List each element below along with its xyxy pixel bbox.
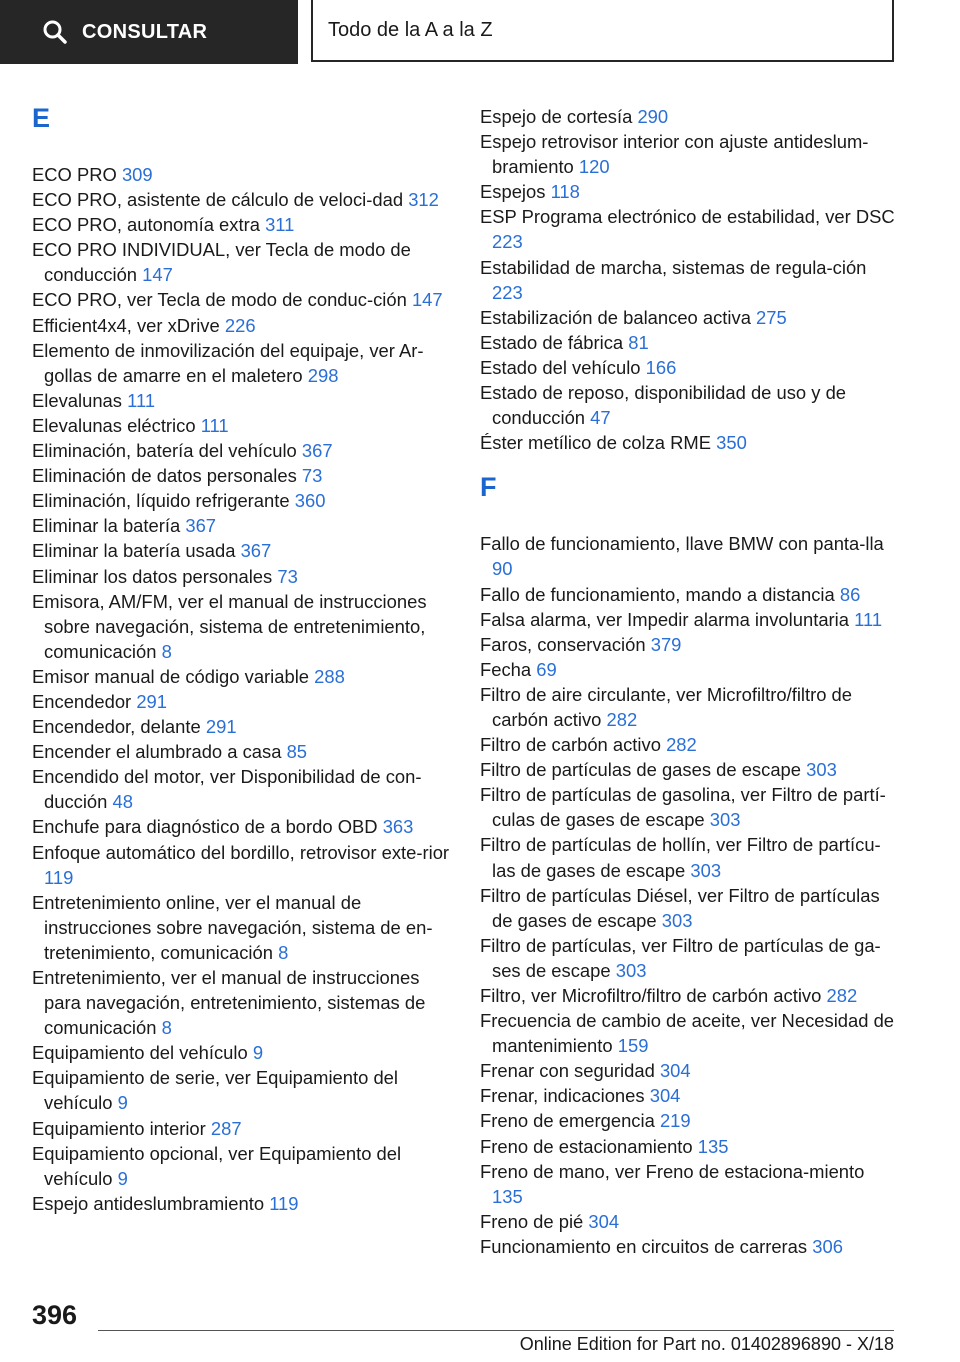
index-entry	[480, 782, 900, 832]
index-entry-page-link[interactable]: 312	[408, 189, 439, 211]
index-entry	[32, 212, 452, 237]
index-entry	[32, 1116, 452, 1141]
index-entry-term: Frenar con seguridad	[480, 1060, 655, 1082]
index-entry	[32, 1040, 452, 1065]
index-entry	[32, 438, 452, 463]
index-entry-term: Espejo de cortesía	[480, 106, 633, 127]
consultar-tab[interactable]	[0, 0, 298, 64]
index-entry-term: Frenar, indicaciones	[480, 1085, 645, 1107]
index-entries-e	[32, 162, 452, 1216]
index-entry-term: Estabilidad de marcha, sistemas de regula-ción	[480, 256, 867, 278]
index-entry-page-link[interactable]: 9	[117, 1092, 128, 1114]
index-entry-term: Encendedor	[32, 690, 132, 712]
search-icon	[42, 19, 68, 45]
index-entry-term: Eliminación, batería del vehículo	[32, 440, 297, 462]
index-entry	[32, 313, 452, 338]
index-entry-term: Filtro de partículas de gases de escape	[480, 759, 802, 781]
index-entry-term: Elemento de inmovilización del equipaje, ver Ar-gollas de amarre en el maletero	[32, 339, 424, 386]
index-entry	[480, 1134, 900, 1159]
footer-divider	[98, 1330, 894, 1331]
index-entry-page-link[interactable]: 304	[649, 1085, 681, 1107]
index-entry-term: ESP Programa electrónico de estabilidad, ver DSC	[480, 206, 895, 228]
index-entry-term: Elevalunas	[32, 389, 122, 411]
index-entry-page-link[interactable]: 118	[550, 181, 580, 203]
index-entry	[32, 589, 452, 664]
index-entry	[32, 890, 452, 965]
index-entry-term: Filtro de partículas, ver Filtro de partículas de ga-ses de escape	[480, 934, 881, 981]
index-entry-page-link[interactable]: 303	[661, 909, 693, 931]
index-entry-page-link[interactable]: 298	[307, 364, 339, 386]
index-entry-page-link[interactable]: 275	[756, 306, 787, 328]
index-entry-page-link[interactable]: 147	[142, 264, 173, 286]
index-entry	[480, 832, 900, 882]
index-entry-page-link[interactable]: 303	[709, 809, 741, 831]
index-entry	[480, 255, 900, 305]
index-entry-term: Espejos	[480, 181, 546, 203]
index-entry-page-link[interactable]: 120	[578, 156, 610, 178]
index-entry-page-link[interactable]: 282	[606, 708, 638, 730]
index-entry	[32, 187, 452, 212]
index-entry-term: Encendido del motor, ver Disponibilidad de con-ducción	[32, 766, 422, 813]
index-entry-page-link[interactable]: 379	[650, 633, 682, 655]
index-entry-page-link[interactable]: 8	[161, 1017, 172, 1039]
index-entry	[480, 632, 900, 657]
index-entry-page-link[interactable]: 309	[121, 164, 153, 185]
index-entry-page-link[interactable]: 81	[628, 331, 649, 353]
index-entry	[480, 1234, 900, 1259]
index-entry-term: Filtro de partículas de hollín, ver Filtro de partícu-las de gases de escape	[480, 834, 881, 881]
index-entry	[32, 764, 452, 814]
index-entry-page-link[interactable]: 73	[301, 465, 323, 487]
index-entries-f	[480, 531, 900, 1259]
index-entry-page-link[interactable]: 8	[278, 941, 289, 963]
index-entry-term: Emisora, AM/FM, ver el manual de instrucciones sobre navegación, sistema de entretenimiento, comunicación	[32, 590, 427, 662]
index-entry-page-link[interactable]: 291	[136, 690, 167, 712]
index-entry	[480, 204, 900, 254]
index-entry	[32, 463, 452, 488]
index-entry-page-link[interactable]: 363	[382, 816, 414, 838]
index-entry-term: Entretenimiento online, ver el manual de instrucciones sobre navegación, sistema de en-tretenimiento, comunicación	[32, 891, 433, 963]
index-entry	[480, 682, 900, 732]
index-entry	[480, 355, 900, 380]
index-entry-term: Freno de estacionamiento	[480, 1135, 693, 1157]
index-entry-term: Freno de pié	[480, 1210, 584, 1232]
index-entry	[480, 1058, 900, 1083]
index-entry-page-link[interactable]: 219	[659, 1110, 691, 1132]
index-entry-page-link[interactable]: 73	[277, 565, 298, 587]
index-entry	[32, 965, 452, 1040]
index-entry-term: Espejo retrovisor interior con ajuste antideslum-bramiento	[480, 131, 869, 178]
index-entry-term: Enchufe para diagnóstico de a bordo OBD	[32, 816, 378, 838]
index-entry-term: Eliminar la batería usada	[32, 540, 236, 562]
index-entry-term: Estado de reposo, disponibilidad de uso y de conducción	[480, 382, 847, 429]
index-entry	[480, 305, 900, 330]
footer-edition: Online Edition for Part no. 01402896890 - X/18	[519, 1334, 894, 1354]
section-title: Todo de la A a la Z	[328, 18, 493, 41]
index-entry	[32, 714, 452, 739]
index-entry-page-link[interactable]: 86	[839, 583, 861, 605]
section-title-tab[interactable]	[311, 0, 894, 62]
index-entry	[32, 538, 452, 563]
index-entry	[480, 757, 900, 782]
index-entry-page-link[interactable]: 303	[806, 759, 837, 781]
index-entry	[480, 430, 900, 455]
index-entry	[480, 330, 900, 355]
index-entry-page-link[interactable]: 119	[44, 866, 74, 888]
index-entry-term: Eliminación de datos personales	[32, 465, 297, 487]
index-entry-term: Filtro de aire circulante, ver Microfiltro/filtro de carbón activo	[480, 683, 853, 730]
index-entry-page-link[interactable]: 350	[716, 432, 747, 454]
index-entry-term: Frecuencia de cambio de aceite, ver Necesidad de mantenimiento	[480, 1010, 895, 1057]
index-entry-page-link[interactable]: 166	[645, 356, 677, 378]
index-entry-term: Eliminar la batería	[32, 515, 181, 537]
index-entry-page-link[interactable]: 119	[269, 1192, 299, 1214]
index-entry-term: Fallo de funcionamiento, mando a distancia	[480, 583, 835, 605]
index-entry-term: Emisor manual de código variable	[32, 665, 310, 687]
index-entry	[32, 162, 452, 187]
index-entry	[32, 664, 452, 689]
consultar-label: CONSULTAR	[82, 20, 208, 43]
index-entry-page-link[interactable]: 304	[588, 1210, 620, 1232]
index-entry	[480, 582, 900, 607]
index-entry	[32, 814, 452, 839]
index-entry-term: Equipamiento interior	[32, 1117, 206, 1139]
index-entry-term: Efficient4x4, ver xDrive	[32, 314, 220, 336]
index-entry	[32, 1065, 452, 1115]
index-letter-f: F	[480, 472, 497, 503]
index-entry-page-link[interactable]: 8	[161, 640, 172, 662]
index-entry	[32, 1191, 452, 1216]
index-entry	[480, 1083, 900, 1108]
index-entry-term: ECO PRO	[32, 164, 117, 185]
index-entry-page-link[interactable]: 291	[205, 716, 237, 738]
index-entry-term: ECO PRO, asistente de cálculo de veloci-dad	[32, 189, 404, 211]
index-entry-term: Estado del vehículo	[480, 356, 641, 378]
index-entry	[32, 689, 452, 714]
index-column-right	[480, 104, 900, 1259]
index-entry-page-link[interactable]: 303	[615, 959, 647, 981]
index-entry-page-link[interactable]: 287	[210, 1117, 242, 1139]
index-entry-term: Filtro, ver Microfiltro/filtro de carbón activo	[480, 985, 822, 1006]
index-entry-page-link[interactable]: 135	[492, 1185, 523, 1207]
index-entry	[480, 1008, 900, 1058]
index-entry	[32, 1141, 452, 1191]
index-entry	[32, 237, 452, 287]
index-column-left	[32, 100, 452, 1216]
index-entry-page-link[interactable]: 111	[200, 414, 229, 436]
index-entry-page-link[interactable]: 47	[590, 407, 611, 429]
index-entry-term: ECO PRO, ver Tecla de modo de conduc-ción	[32, 289, 407, 311]
index-entry-term: Freno de mano, ver Freno de estaciona-miento	[480, 1160, 865, 1182]
index-entry	[32, 739, 452, 764]
index-entry-term: Eliminación, líquido refrigerante	[32, 490, 290, 512]
index-entry-page-link[interactable]: 290	[637, 106, 669, 127]
index-entry-page-link[interactable]: 223	[492, 281, 523, 303]
index-entry-page-link[interactable]: 111	[127, 389, 156, 411]
index-entry	[480, 883, 900, 933]
index-entry-term: Estado de fábrica	[480, 331, 624, 353]
index-entry-term: Espejo antideslumbramiento	[32, 1192, 265, 1214]
index-entry-page-link[interactable]: 311	[265, 214, 295, 236]
index-entry-term: Falsa alarma, ver Impedir alarma involuntaria	[480, 608, 849, 630]
index-entry-page-link[interactable]: 135	[697, 1135, 729, 1157]
index-entry-page-link[interactable]: 147	[411, 289, 443, 311]
index-entry-term: Entretenimiento, ver el manual de instrucciones para navegación, entretenimiento, sistemas de comunicación	[32, 967, 426, 1039]
index-entry	[480, 380, 900, 430]
index-entry-page-link[interactable]: 304	[659, 1060, 691, 1082]
index-entry-term: Enfoque automático del bordillo, retrovisor exte-rior	[32, 841, 450, 863]
index-entry-term: Eliminar los datos personales	[32, 565, 273, 587]
index-entry-page-link[interactable]: 367	[185, 515, 217, 537]
index-entry-page-link[interactable]: 367	[240, 540, 272, 562]
index-entry	[32, 388, 452, 413]
index-entry-page-link[interactable]: 226	[224, 314, 256, 336]
index-entry-page-link[interactable]: 303	[690, 859, 722, 881]
index-entry	[32, 413, 452, 438]
index-entry-term: Filtro de partículas de gasolina, ver Filtro de partí-culas de gases de escape	[480, 784, 886, 831]
index-entry	[480, 129, 900, 179]
index-entry-page-link[interactable]: 159	[617, 1035, 649, 1057]
index-entry-term: Freno de emergencia	[480, 1110, 655, 1132]
page-number: 396	[32, 1300, 78, 1330]
index-entry-page-link[interactable]: 90	[492, 558, 513, 580]
index-entry-term: Encendedor, delante	[32, 716, 201, 738]
index-entry	[32, 840, 452, 890]
index-entry-term: Equipamiento de serie, ver Equipamiento del vehículo	[32, 1067, 398, 1114]
index-entry-page-link[interactable]: 85	[286, 741, 308, 763]
index-entry-page-link[interactable]: 111	[854, 608, 883, 630]
index-entry-term: Equipamiento opcional, ver Equipamiento del vehículo	[32, 1142, 402, 1189]
index-entry	[32, 338, 452, 388]
index-entry	[480, 179, 900, 204]
index-letter-e: E	[32, 103, 51, 133]
index-entry-term: Estabilización de balanceo activa	[480, 306, 751, 328]
index-entry-term: Equipamiento del vehículo	[32, 1042, 248, 1064]
index-entry	[480, 983, 900, 1008]
index-entry	[480, 104, 900, 129]
index-entry-page-link[interactable]: 9	[117, 1167, 128, 1189]
index-entry-page-link[interactable]: 223	[492, 231, 523, 253]
index-entry-term: Fecha	[480, 658, 532, 680]
index-entry-page-link[interactable]: 282	[826, 985, 858, 1006]
index-entry-page-link[interactable]: 48	[112, 791, 133, 813]
index-entry-term: Faros, conservación	[480, 633, 646, 655]
index-entry-page-link[interactable]: 9	[252, 1042, 264, 1064]
index-entry	[32, 488, 452, 513]
index-entry	[480, 933, 900, 983]
index-entry-page-link[interactable]: 282	[666, 734, 697, 756]
index-entry-page-link[interactable]: 306	[812, 1235, 843, 1257]
index-entry-term: Filtro de carbón activo	[480, 734, 661, 756]
index-entry-page-link[interactable]: 288	[314, 665, 345, 687]
index-entry	[480, 732, 900, 757]
index-entry-term: Elevalunas eléctrico	[32, 414, 196, 436]
index-entry	[32, 564, 452, 589]
index-entry	[480, 657, 900, 682]
index-entry-term: Éster metílico de colza RME	[480, 432, 711, 454]
index-entry	[480, 1209, 900, 1234]
index-entry-term: ECO PRO INDIVIDUAL, ver Tecla de modo de conducción	[32, 239, 411, 286]
index-entry-term: Fallo de funcionamiento, llave BMW con panta-lla	[480, 533, 884, 555]
index-entry	[32, 287, 452, 312]
index-entry-term: Funcionamiento en circuitos de carreras	[480, 1235, 808, 1257]
index-entry	[480, 607, 900, 632]
index-entry	[480, 531, 900, 581]
index-entry-term: ECO PRO, autonomía extra	[32, 214, 260, 236]
index-entry-term: Filtro de partículas Diésel, ver Filtro de partículas de gases de escape	[480, 884, 880, 931]
index-entry-term: Encender el alumbrado a casa	[32, 741, 282, 763]
index-entry-page-link[interactable]: 367	[301, 440, 333, 462]
index-entry-page-link[interactable]: 69	[536, 658, 557, 680]
index-entries-e-continued	[480, 104, 900, 455]
index-entry	[480, 1159, 900, 1209]
index-entry-page-link[interactable]: 360	[294, 490, 326, 512]
index-entry	[32, 513, 452, 538]
index-entry	[480, 1108, 900, 1133]
